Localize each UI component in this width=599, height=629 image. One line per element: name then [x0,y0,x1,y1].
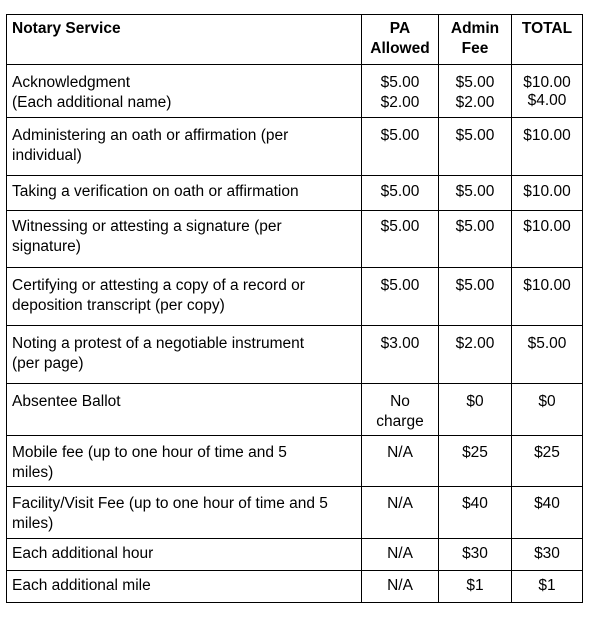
total-cell [512,326,583,384]
admin-fee-cell [439,571,512,603]
service-cell [7,118,362,176]
pa-allowed-value-sub: $2.00 [380,94,420,111]
total-value: $10.00 [523,183,571,200]
admin-fee-cell [439,436,512,487]
table-row [7,65,583,118]
pa-allowed-cell [362,384,439,436]
pa-allowed-cell [362,268,439,326]
pa-allowed-value: $5.00 [380,127,420,144]
pa-allowed-cell [362,326,439,384]
admin-fee-value: $2.00 [455,335,495,352]
pa-allowed-value: N/A [387,545,413,562]
total-cell [512,211,583,268]
admin-fee-cell [439,268,512,326]
pa-allowed-value: N/A [387,444,413,461]
total-value: $10.00 [523,74,571,91]
service-cell [7,268,362,326]
header-pa-allowed-line1: PA [389,20,411,37]
header-admin-fee-line2: Fee [461,40,489,57]
total-value: $10.00 [523,218,571,235]
service-text: Administering an oath or affirmation (per [12,127,289,144]
total-cell [512,436,583,487]
table-row [7,539,583,571]
admin-fee-value: $5.00 [455,218,495,235]
total-cell [512,268,583,326]
table-row [7,436,583,487]
pa-allowed-cell [362,176,439,211]
service-cell [7,326,362,384]
admin-fee-value: $40 [462,495,488,512]
service-cell [7,65,362,118]
header-admin-fee [439,15,512,65]
admin-fee-cell [439,384,512,436]
pa-allowed-value: N/A [387,577,413,594]
total-value: $40 [534,495,560,512]
pa-allowed-value: $3.00 [380,335,420,352]
service-cell [7,436,362,487]
total-value: $0 [538,393,556,410]
header-notary-service [7,15,362,65]
service-text: Facility/Visit Fee (up to one hour of time and 5 [12,495,328,512]
service-cell [7,384,362,436]
pa-allowed-value: $5.00 [380,74,420,91]
total-value: $30 [534,545,560,562]
admin-fee-cell [439,118,512,176]
total-value: $10.00 [523,127,571,144]
service-text-cont: individual) [12,147,82,164]
service-text: Each additional mile [12,577,151,594]
total-cell [512,118,583,176]
total-value: $25 [534,444,560,461]
service-text-cont: (per page) [12,355,84,372]
table-row [7,326,583,384]
service-cell [7,176,362,211]
pa-allowed-cell [362,539,439,571]
table-row [7,268,583,326]
total-cell [512,487,583,539]
pa-allowed-value: No [390,393,410,410]
admin-fee-cell [439,487,512,539]
service-text: Witnessing or attesting a signature (per [12,218,282,235]
total-value: $5.00 [527,335,567,352]
service-text-sub: (Each additional name) [12,94,172,111]
total-cell [512,571,583,603]
admin-fee-value-sub: $2.00 [455,94,495,111]
pa-allowed-cell [362,211,439,268]
admin-fee-value: $5.00 [455,74,495,91]
admin-fee-value: $5.00 [455,277,495,294]
pa-allowed-value: $5.00 [380,218,420,235]
total-value-sub: $4.00 [527,92,567,109]
pa-allowed-cell [362,118,439,176]
total-cell [512,384,583,436]
service-text-cont: deposition transcript (per copy) [12,297,225,314]
header-admin-fee-line1: Admin [450,20,500,37]
header-total-label: TOTAL [521,20,573,37]
notary-fee-table [6,14,583,603]
admin-fee-cell [439,326,512,384]
total-value: $1 [538,577,556,594]
pa-allowed-value: $5.00 [380,183,420,200]
header-pa-allowed [362,15,439,65]
pa-allowed-cell [362,65,439,118]
admin-fee-cell [439,539,512,571]
service-cell [7,571,362,603]
pa-allowed-value: $5.00 [380,277,420,294]
table-row [7,384,583,436]
service-cell [7,539,362,571]
table-row [7,118,583,176]
table-row [7,211,583,268]
table-row [7,487,583,539]
admin-fee-value: $5.00 [455,127,495,144]
service-text-cont: miles) [12,464,54,481]
service-text: Absentee Ballot [12,393,121,410]
service-text-cont: signature) [12,238,81,255]
admin-fee-cell [439,176,512,211]
total-cell [512,176,583,211]
table-row [7,571,583,603]
table-header-row [7,15,583,65]
admin-fee-value: $1 [466,577,484,594]
pa-allowed-value: N/A [387,495,413,512]
service-text: Certifying or attesting a copy of a record or [12,277,305,294]
admin-fee-cell [439,211,512,268]
service-cell [7,487,362,539]
pa-allowed-cell [362,571,439,603]
admin-fee-value: $5.00 [455,183,495,200]
service-text: Noting a protest of a negotiable instrument [12,335,305,352]
total-cell [512,539,583,571]
table-row [7,176,583,211]
service-text-cont: miles) [12,515,54,532]
total-value: $10.00 [523,277,571,294]
service-text: Each additional hour [12,545,154,562]
service-text: Taking a verification on oath or affirmation [12,183,299,200]
pa-allowed-cell [362,487,439,539]
header-total [512,15,583,65]
admin-fee-cell [439,65,512,118]
header-notary-service-label: Notary Service [12,20,121,37]
admin-fee-value: $0 [466,393,484,410]
service-text: Acknowledgment [12,74,131,91]
pa-allowed-value-cont: charge [376,413,424,430]
service-cell [7,211,362,268]
admin-fee-value: $30 [462,545,488,562]
service-text: Mobile fee (up to one hour of time and 5 [12,444,287,461]
admin-fee-value: $25 [462,444,488,461]
total-cell [512,65,583,118]
header-pa-allowed-line2: Allowed [370,40,430,57]
pa-allowed-cell [362,436,439,487]
